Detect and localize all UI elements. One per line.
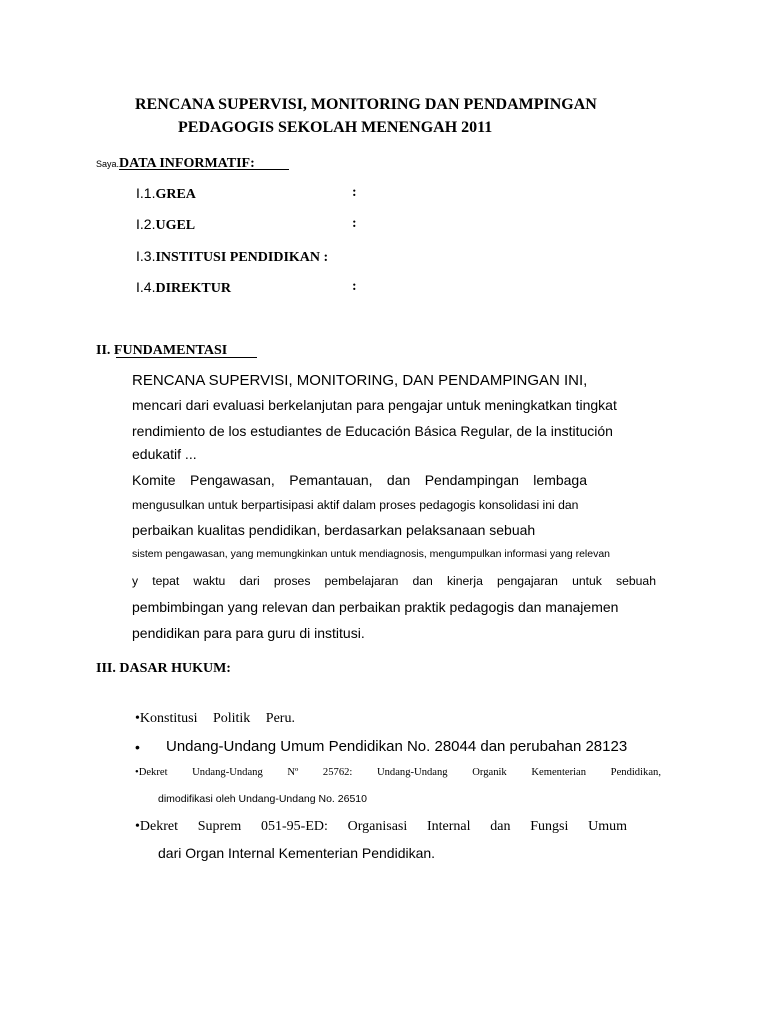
paragraph-line: edukatif ... [132,446,197,462]
paragraph-line: sistem pengawasan, yang memungkinkan untuk mendiagnosis, mengumpulkan informasi yang relevan [132,548,611,560]
section-2-number: II. [96,343,111,358]
paragraph-line: Komite Pengawasan, Pemantauan, dan Pendampingan lembaga [132,472,587,488]
field-number: I.3. [136,248,156,264]
paragraph-line: mengusulkan untuk berpartisipasi aktif dalam proses pedagogis konsolidasi ini dan [132,498,579,512]
section-2-title: FUNDAMENTASI [113,343,228,358]
paragraph-line: pendidikan para para guru di institusi. [132,625,365,641]
section-1-underline [119,169,289,170]
field-grea [136,185,196,203]
field-label: GREA [155,187,196,202]
paragraph-line: pembimbingan yang relevan dan perbaikan praktik pedagogis dan manajemen [132,599,619,615]
section-2-underline [116,357,257,358]
field-label: UGEL [155,218,196,233]
field-colon: : [352,185,357,200]
legal-item-continuation: dimodifikasi oleh Undang-Undang No. 26510 [158,793,367,805]
paragraph-line: mencari dari evaluasi berkelanjutan para pengajar untuk meningkatkan tingkat [132,397,617,413]
field-direktur [136,279,231,297]
section-3-heading: III. DASAR HUKUM: [96,661,231,676]
field-label: DIREKTUR [155,281,231,296]
paragraph-line: rendimiento de los estudiantes de Educación Básica Regular, de la institución [132,423,613,439]
legal-item: •Dekret Suprem 051-95-ED: Organisasi Internal dan Fungsi Umum [135,819,627,834]
title-line-1: RENCANA SUPERVISI, MONITORING DAN PENDAMPINGAN [135,96,597,113]
field-number: I.4. [136,279,156,295]
section-1-prefix: Saya. [96,159,120,169]
field-label: INSTITUSI PENDIDIKAN : [155,250,329,265]
field-number: I.1. [136,185,156,201]
bullet: • [135,739,140,755]
paragraph-line: perbaikan kualitas pendidikan, berdasarkan pelaksanaan sebuah [132,522,536,538]
legal-item: •Dekret Undang-Undang Nº 25762: Undang-Undang Organik Kementerian Pendidikan, [135,767,661,778]
field-ugel [136,216,195,234]
field-institusi [136,248,328,266]
paragraph-line: y tepat waktu dari proses pembelajaran dan kinerja pengajaran untuk sebuah [132,574,656,588]
legal-item-continuation: dari Organ Internal Kementerian Pendidikan. [158,845,436,861]
paragraph-line: RENCANA SUPERVISI, MONITORING, DAN PENDAMPINGAN INI, [132,372,588,389]
section-1-title: DATA INFORMATIF: [119,156,255,171]
field-colon: : [352,216,357,231]
legal-item: Undang-Undang Umum Pendidikan No. 28044 dan perubahan 28123 [166,738,628,755]
field-number: I.2. [136,216,156,232]
legal-item: •Konstitusi Politik Peru. [135,711,295,726]
title-line-2: PEDAGOGIS SEKOLAH MENENGAH 2011 [178,119,493,136]
field-colon: : [352,279,357,294]
